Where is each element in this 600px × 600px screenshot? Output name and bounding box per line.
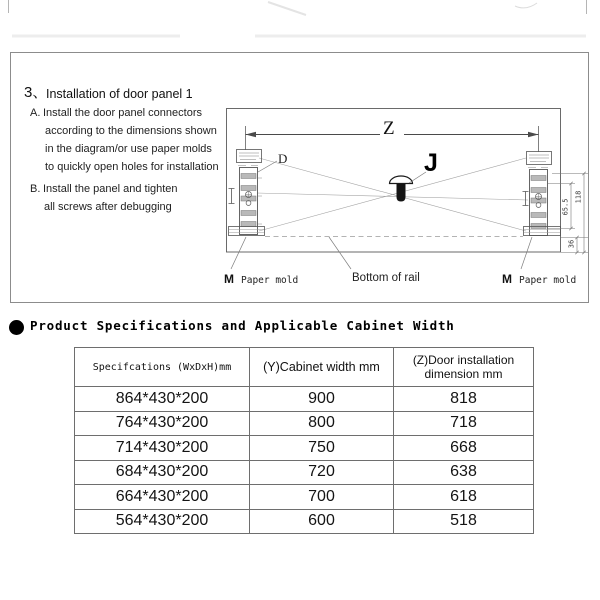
cabinet-width-cell: 600 [250, 509, 394, 534]
table-row [75, 509, 534, 534]
header-door-installation [394, 348, 534, 387]
door-dimension-cell: 618 [394, 485, 534, 510]
header-cabinet-width: (Y)Cabinet width mm [250, 348, 394, 387]
paper-mold-right-text: Paper mold [519, 275, 577, 286]
dimension-65-5: 65.5 [561, 198, 570, 216]
cabinet-width-cell: 700 [250, 485, 394, 510]
cabinet-width-cell: 800 [250, 411, 394, 436]
door-dimension-cell: 668 [394, 436, 534, 461]
step-a-label: A. [30, 107, 41, 119]
step-a-line: Install the door panel connectors [43, 107, 202, 119]
table-header-row [75, 348, 534, 387]
step-b-line: Install the panel and tighten [43, 183, 178, 195]
paper-mold-callout-right [502, 271, 576, 287]
step-b-label: B. [30, 183, 41, 195]
label-d: D [278, 151, 288, 166]
step-a-line: in the diagram/or use paper molds [45, 143, 212, 155]
bottom-of-rail-label: Bottom of rail [352, 272, 420, 284]
door-dimension-cell: 638 [394, 460, 534, 485]
paper-mold-callout-left [224, 271, 298, 287]
spec-cell: 684*430*200 [75, 460, 250, 485]
step-a-line: to quickly open holes for installation [45, 161, 219, 173]
header-specifications: Specifcations (WxDxH)mm [75, 348, 250, 387]
table-row [75, 411, 534, 436]
spec-section-title: Product Specifications and Applicable Cabinet Width [30, 318, 455, 333]
leader-lines [231, 161, 532, 269]
connector-right [523, 152, 561, 236]
table-row [75, 460, 534, 485]
table-row [75, 436, 534, 461]
door-dimension-cell: 518 [394, 509, 534, 534]
dimension-z-label: Z [383, 118, 395, 139]
cabinet-width-cell: 720 [250, 460, 394, 485]
dimension-36: 36 [567, 239, 576, 249]
bullet-icon [9, 320, 24, 335]
table-row [75, 387, 534, 412]
cutoff-figure-remnant [9, 0, 587, 36]
construction-lines [257, 158, 528, 231]
connector-left [229, 150, 265, 236]
header-door-installation-line2: dimension mm [424, 367, 503, 381]
paper-mold-right-m: M [502, 272, 512, 286]
door-dimension-cell: 818 [394, 387, 534, 412]
spec-table [74, 347, 534, 534]
spec-cell: 664*430*200 [75, 485, 250, 510]
step-a-line: according to the dimensions shown [45, 125, 217, 137]
paper-mold-left-text: Paper mold [241, 275, 299, 286]
section-title: Installation of door panel 1 [46, 87, 193, 101]
spec-cell: 564*430*200 [75, 509, 250, 534]
label-j: J [424, 149, 438, 177]
cabinet-width-cell: 900 [250, 387, 394, 412]
screw-icon [390, 176, 413, 202]
door-dimension-cell: 718 [394, 411, 534, 436]
step-b-line: all screws after debugging [44, 201, 172, 213]
spec-cell: 714*430*200 [75, 436, 250, 461]
spec-cell: 864*430*200 [75, 387, 250, 412]
table-row [75, 485, 534, 510]
paper-mold-left-m: M [224, 272, 234, 286]
header-door-installation-line1: (Z)Door installation [412, 353, 515, 367]
cabinet-width-cell: 750 [250, 436, 394, 461]
section-number: 3、 [24, 84, 48, 101]
dimension-118: 118 [574, 190, 583, 204]
spec-cell: 764*430*200 [75, 411, 250, 436]
